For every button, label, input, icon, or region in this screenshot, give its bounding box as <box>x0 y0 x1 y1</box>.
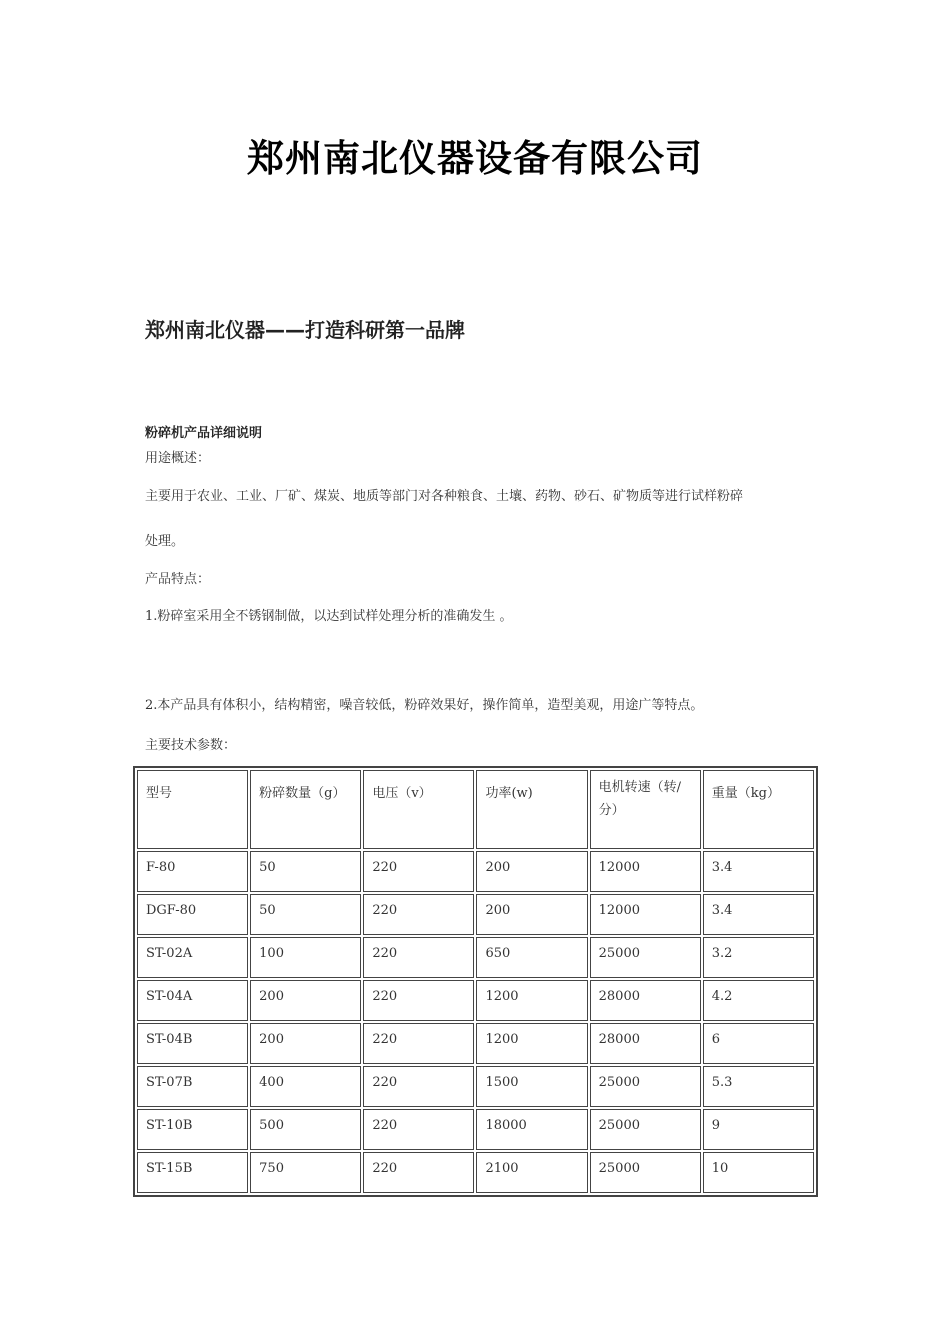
table-cell: 220 <box>363 1109 474 1150</box>
params-label: 主要技术参数： <box>145 738 237 753</box>
table-cell: 28000 <box>590 1023 701 1064</box>
page-title: 郑州南北仪器设备有限公司 <box>247 137 703 180</box>
table-header-row <box>137 770 814 849</box>
usage-label: 用途概述： <box>145 451 211 466</box>
table-header-cell-text: 电机转速（转/分） <box>598 780 682 818</box>
table-cell: DGF-80 <box>137 894 248 935</box>
table-cell: 50 <box>250 851 361 892</box>
table-cell: 12000 <box>590 894 701 935</box>
specs-table <box>133 766 818 1197</box>
table-cell: 200 <box>476 894 587 935</box>
table-cell: ST-15B <box>137 1152 248 1193</box>
table-cell: 220 <box>363 851 474 892</box>
table-cell: 400 <box>250 1066 361 1107</box>
table-cell: 25000 <box>590 937 701 978</box>
table-cell: 6 <box>703 1023 814 1064</box>
table-cell: 18000 <box>476 1109 587 1150</box>
table-cell: 5.3 <box>703 1066 814 1107</box>
table-row <box>137 1152 814 1193</box>
table-cell: 3.4 <box>703 851 814 892</box>
table-cell: 25000 <box>590 1066 701 1107</box>
table-cell: 200 <box>476 851 587 892</box>
table-header-cell: 重量（kg） <box>703 770 814 849</box>
table-cell: 220 <box>363 1152 474 1193</box>
table-cell: 1200 <box>476 1023 587 1064</box>
table-cell: 220 <box>363 894 474 935</box>
table-header-cell: 功率(w) <box>476 770 587 849</box>
table-cell: 500 <box>250 1109 361 1150</box>
table-cell: 200 <box>250 1023 361 1064</box>
table-cell: 25000 <box>590 1109 701 1150</box>
table-cell: 100 <box>250 937 361 978</box>
table-cell: F-80 <box>137 851 248 892</box>
subtitle: 郑州南北仪器——打造科研第一品牌 <box>145 318 465 342</box>
table-cell: 4.2 <box>703 980 814 1021</box>
table-cell: 25000 <box>590 1152 701 1193</box>
table-cell: ST-04A <box>137 980 248 1021</box>
features-label: 产品特点： <box>145 572 211 587</box>
table-row <box>137 980 814 1021</box>
table-cell: 12000 <box>590 851 701 892</box>
feature-1: 1.粉碎室采用全不锈钢制做，以达到试样处理分析的准确发生 。 <box>145 609 513 624</box>
table-cell: 10 <box>703 1152 814 1193</box>
table-header-cell: 粉碎数量（g） <box>250 770 361 849</box>
table-header-cell: 电压（v） <box>363 770 474 849</box>
table-cell: 220 <box>363 1066 474 1107</box>
table-cell: 220 <box>363 937 474 978</box>
table-cell: ST-02A <box>137 937 248 978</box>
section-heading: 粉碎机产品详细说明 <box>145 426 263 441</box>
table-cell: 28000 <box>590 980 701 1021</box>
feature-2: 2.本产品具有体积小，结构精密，噪音较低，粉碎效果好，操作简单，造型美观，用途广等特点。 <box>145 698 704 713</box>
table-cell: 3.2 <box>703 937 814 978</box>
table-cell: 9 <box>703 1109 814 1150</box>
usage-text-line1: 主要用于农业、工业、厂矿、煤炭、地质等部门对各种粮食、土壤、药物、砂石、矿物质等进行试样粉碎 <box>145 489 744 504</box>
table-row <box>137 1066 814 1107</box>
table-cell: 50 <box>250 894 361 935</box>
usage-text-line2: 处理。 <box>145 534 185 549</box>
table-cell: 1500 <box>476 1066 587 1107</box>
table-cell: 3.4 <box>703 894 814 935</box>
table-cell: 200 <box>250 980 361 1021</box>
table-row <box>137 851 814 892</box>
table-cell: ST-04B <box>137 1023 248 1064</box>
table-cell: ST-10B <box>137 1109 248 1150</box>
table-row <box>137 894 814 935</box>
table-row <box>137 1023 814 1064</box>
table-cell: 220 <box>363 980 474 1021</box>
table-cell: 1200 <box>476 980 587 1021</box>
table-header-cell: 型号 <box>137 770 248 849</box>
table-cell: 2100 <box>476 1152 587 1193</box>
table-cell: 750 <box>250 1152 361 1193</box>
table-row <box>137 1109 814 1150</box>
table-cell: 220 <box>363 1023 474 1064</box>
table-row <box>137 937 814 978</box>
table-header-cell <box>590 770 701 849</box>
table-cell: ST-07B <box>137 1066 248 1107</box>
table-cell: 650 <box>476 937 587 978</box>
